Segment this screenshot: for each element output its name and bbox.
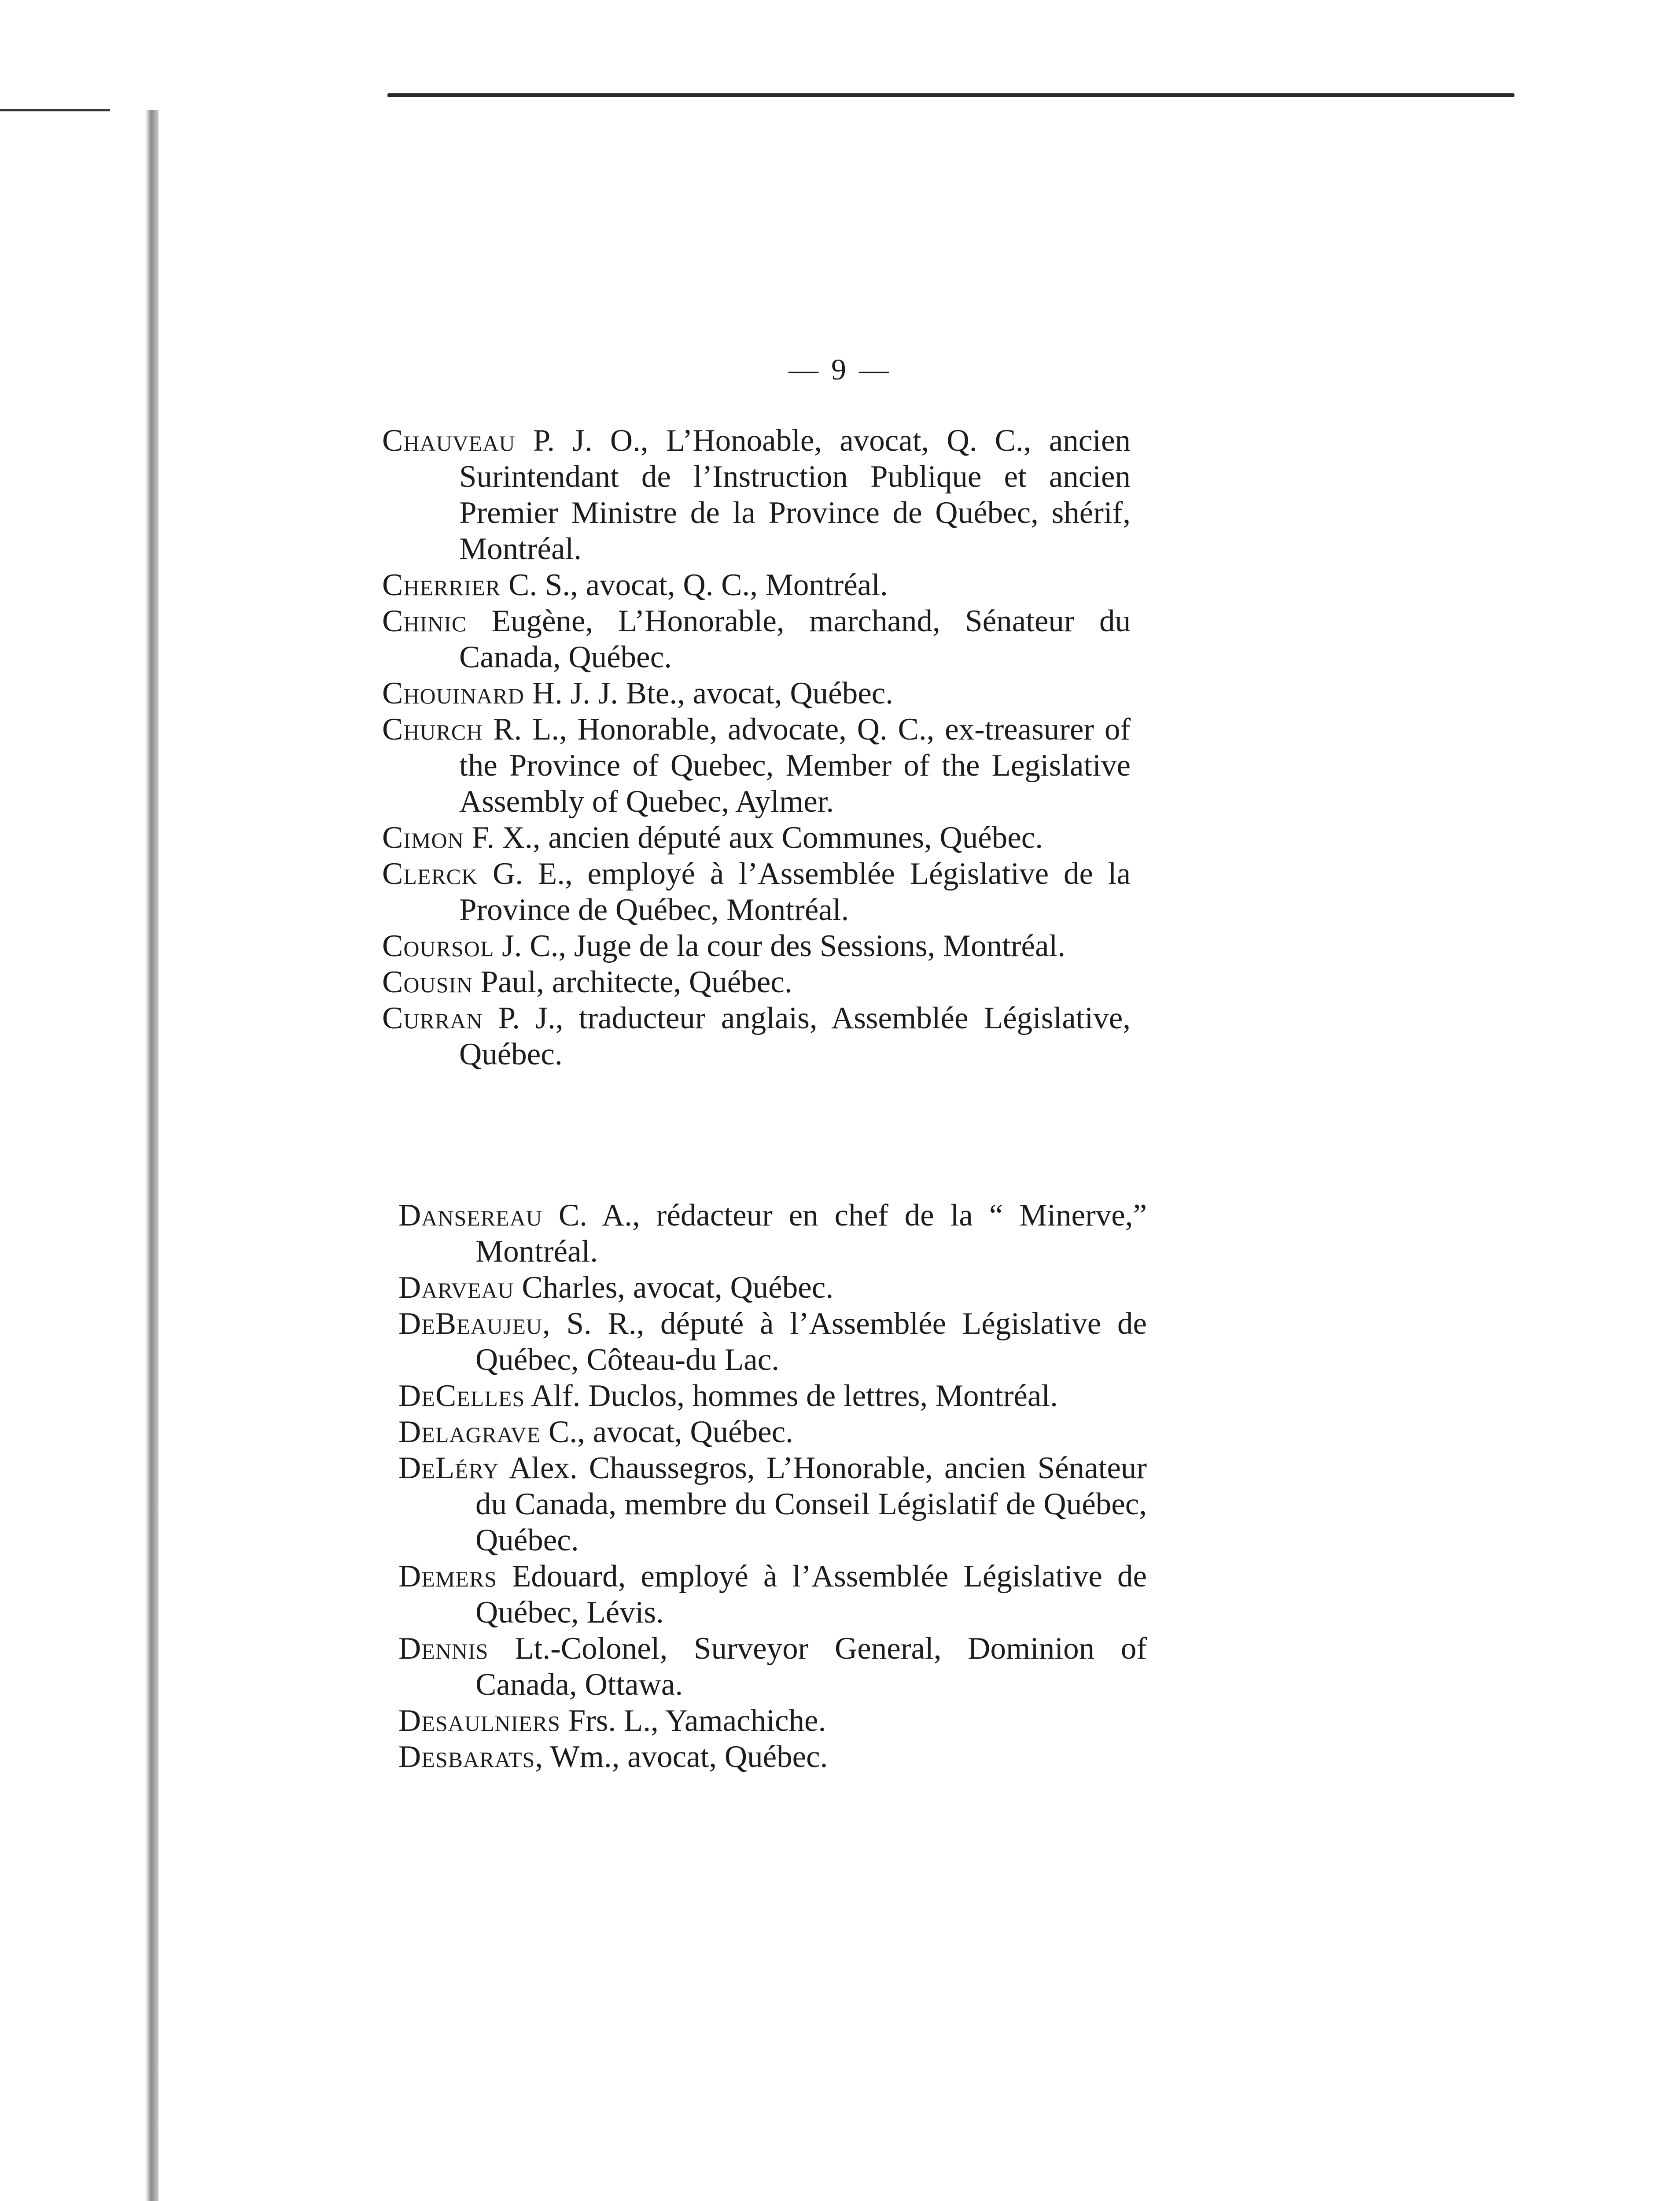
entry-surname: Church (382, 712, 483, 747)
entry-surname: Chinic (382, 604, 467, 638)
entry-surname: Coursol (382, 929, 494, 963)
entry-details: Lt.-Colonel, Surveyor General, Dominion of Canada, Ottawa. (475, 1631, 1147, 1702)
entry-surname: Curran (382, 1001, 483, 1035)
list-item (382, 928, 1131, 964)
entry-details: Paul, architecte, Québec. (473, 965, 792, 999)
entry-surname: Darveau (398, 1270, 514, 1305)
entry-details: F. X., ancien député aux Communes, Québec. (464, 821, 1043, 855)
entry-surname: Cousin (382, 965, 473, 999)
entry-surname: Dennis (398, 1631, 489, 1666)
list-item (398, 1378, 1147, 1414)
entry-details: C. A., rédacteur en chef de la “ Minerve,” Montréal. (475, 1198, 1147, 1269)
list-item (382, 964, 1131, 1000)
entry-surname: Clerck (382, 857, 478, 891)
entry-surname: Desaulniers (398, 1704, 560, 1738)
page-binding-edge (145, 110, 158, 2201)
entry-details: P. J., traducteur anglais, Assemblée Législative, Québec. (459, 1001, 1131, 1071)
list-item (398, 1270, 1147, 1306)
entry-surname: Chouinard (382, 676, 525, 710)
entry-details: G. E., employé à l’Assemblée Législative de la Province de Québec, Montréal. (459, 857, 1131, 927)
entries-c-block (382, 423, 1131, 1072)
list-item (382, 820, 1131, 856)
list-item (382, 603, 1131, 675)
entry-details: Edouard, employé à l’Assemblée Législative de Québec, Lévis. (475, 1559, 1147, 1630)
list-item (398, 1558, 1147, 1631)
entry-surname: Cimon (382, 821, 464, 855)
entry-surname: Delagrave (398, 1415, 541, 1449)
list-item (382, 856, 1131, 928)
entry-details: Frs. L., Yamachiche. (560, 1704, 826, 1738)
page-number: — 9 — (788, 353, 892, 386)
list-item (398, 1414, 1147, 1450)
entry-details: R. L., Honorable, advocate, Q. C., ex-treasurer of the Province of Quebec, Member of the Legislative Assembly of Quebec, Aylmer. (459, 712, 1131, 819)
entry-details: C., avocat, Québec. (541, 1415, 793, 1449)
entry-surname: Chauveau (382, 423, 516, 458)
list-item (398, 1739, 1147, 1775)
top-rule (387, 93, 1514, 97)
entry-surname: Dansereau (398, 1198, 542, 1233)
entries-d-block (398, 1197, 1147, 1775)
entry-surname: Cherrier (382, 568, 501, 602)
entry-details: P. J. O., L’Honoable, avocat, Q. C., ancien Surintendant de l’Instruction Publique et ancien Premier Ministre de la Province de Québec, shérif, Montréal. (459, 423, 1131, 566)
entry-details: Alf. Duclos, hommes de lettres, Montréal. (525, 1379, 1058, 1413)
entry-surname: Desbarats (398, 1740, 535, 1774)
entry-details: Eugène, L’Honorable, marchand, Sénateur du Canada, Québec. (459, 604, 1131, 674)
list-item (398, 1631, 1147, 1703)
list-item (382, 423, 1131, 567)
list-item (382, 711, 1131, 820)
entry-surname: Demers (398, 1559, 497, 1594)
entry-details: , Wm., avocat, Québec. (535, 1740, 828, 1774)
list-item (398, 1197, 1147, 1270)
entry-surname: DeLéry (398, 1451, 499, 1485)
entry-surname: DeCelles (398, 1379, 525, 1413)
entry-details: , S. R., député à l’Assemblée Législative de Québec, Côteau-du Lac. (475, 1307, 1147, 1377)
page-edge-mark (0, 109, 110, 111)
entry-details: J. C., Juge de la cour des Sessions, Montréal. (494, 929, 1065, 963)
entry-surname: DeBeaujeu (398, 1307, 543, 1341)
entry-details: C. S., avocat, Q. C., Montréal. (501, 568, 888, 602)
list-item (382, 1000, 1131, 1072)
list-item (382, 675, 1131, 711)
list-item (398, 1703, 1147, 1739)
entry-details: Charles, avocat, Québec. (514, 1270, 834, 1305)
entry-details: H. J. J. Bte., avocat, Québec. (524, 676, 893, 710)
list-item (398, 1450, 1147, 1558)
entry-details: Alex. Chaussegros, L’Honorable, ancien Sénateur du Canada, membre du Conseil Législatif de Québec, Québec. (475, 1451, 1147, 1557)
list-item (398, 1306, 1147, 1378)
list-item (382, 567, 1131, 603)
